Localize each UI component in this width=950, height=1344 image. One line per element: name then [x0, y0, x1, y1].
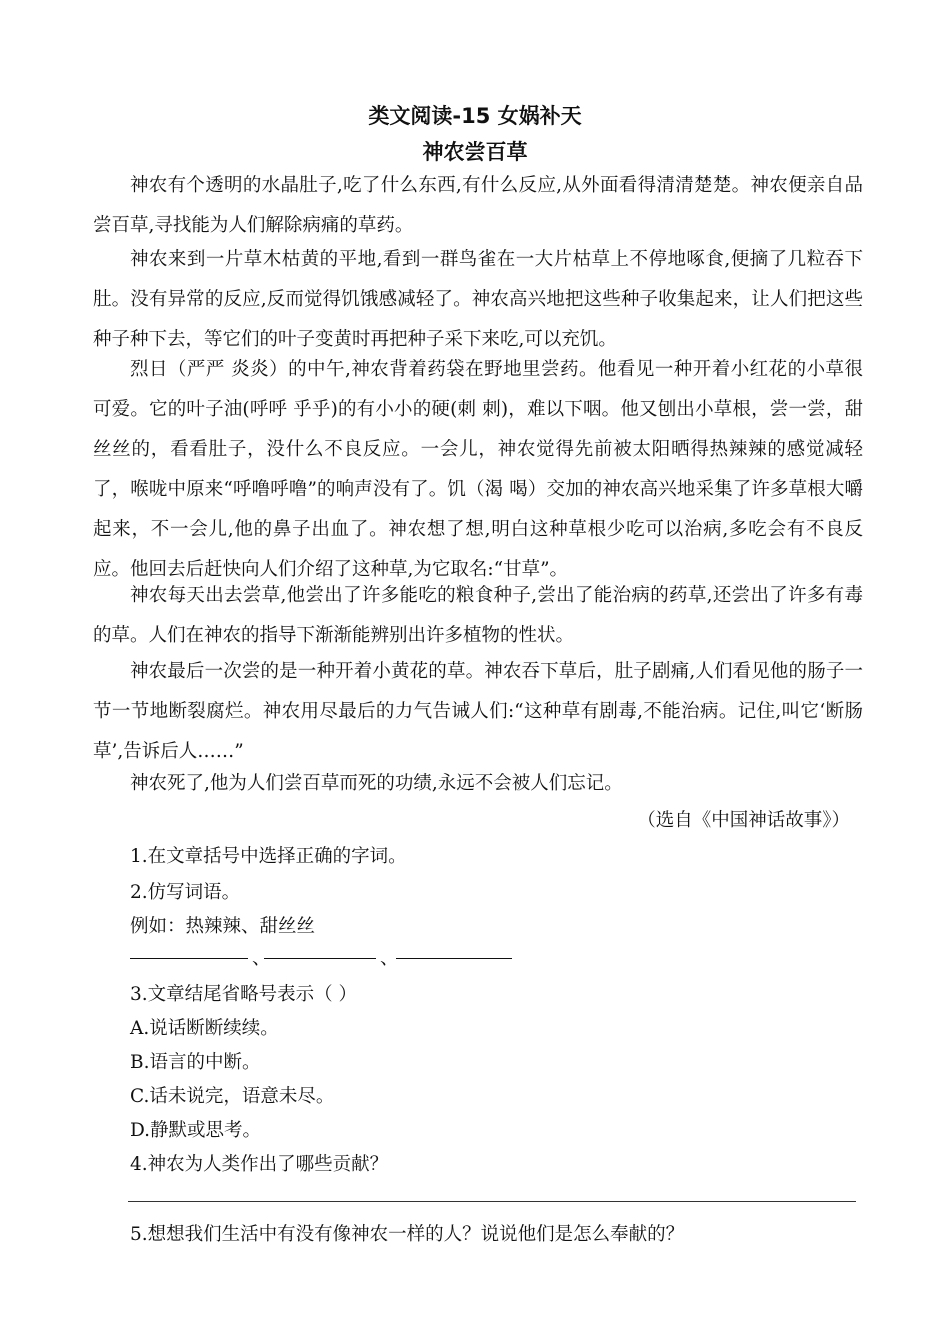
source-citation: （选自《中国神话故事》）: [637, 810, 850, 831]
answer-line-4[interactable]: [128, 1201, 856, 1202]
paragraph-4: 神农每天出去尝草,他尝出了许多能吃的粮食种子,尝出了能治病的药草,还尝出了许多有毒的草。人们在神农的指导下渐渐能辨别出许多植物的性状。: [93, 585, 863, 646]
answer-blank-2[interactable]: [264, 958, 376, 960]
question-2: 2.仿写词语。: [130, 882, 241, 903]
passage-title: 神农尝百草: [422, 140, 528, 164]
paragraph-3: 烈日（严严 炎炎）的中午,神农背着药袋在野地里尝药。他看见一种开着小红花的小草很可爱。它的叶子油(呼呼 乎乎)的有小小的硬(刺 刺)，难以下咽。他又刨出小草根，尝一尝，甜丝丝的，看看肚子，没什么不良反应。一会儿，神农觉得先前被太阳晒得热辣辣的感觉减轻了，喉咙中原来“呼噜呼噜”的响声没有了。饥（渴 喝）交加的神农高兴地采集了许多草根大嚼起来，不一会儿,他的鼻子出血了。神农想了想,明白这种草根少吃可以治病,多吃会有不良反应。他回去后赶快向人们介绍了这种草,为它取名:“甘草”。: [93, 359, 863, 580]
paragraph-2: 神农来到一片草木枯黄的平地,看到一群鸟雀在一大片枯草上不停地啄食,便摘了几粒吞下肚。没有异常的反应,反而觉得饥饿感减轻了。神农高兴地把这些种子收集起来，让人们把这些种子种下去，等它们的叶子变黄时再把种子采下来吃,可以充饥。: [93, 249, 863, 350]
question-3-option-d: D.静默或思考。: [130, 1120, 262, 1141]
question-1: 1.在文章括号中选择正确的字词。: [130, 846, 407, 867]
page-title: 类文阅读-15 女娲补天: [368, 104, 582, 128]
paragraph-6: 神农死了,他为人们尝百草而死的功绩,永远不会被人们忘记。: [130, 773, 623, 794]
question-3-option-a: A.说话断断续续。: [130, 1018, 279, 1039]
question-3-option-b: B.语言的中断。: [130, 1052, 261, 1073]
paragraph-5: 神农最后一次尝的是一种开着小黄花的草。神农吞下草后，肚子剧痛,人们看见他的肠子一节一节地断裂腐烂。神农用尽最后的力气告诫人们:“这种草有剧毒,不能治病。记住,叫它‘断肠草’,告诉后人……”: [93, 661, 863, 762]
question-3-option-c: C.话未说完，语意未尽。: [130, 1086, 335, 1107]
question-3: 3.文章结尾省略号表示（ ）: [130, 984, 358, 1005]
question-4: 4.神农为人类作出了哪些贡献？: [130, 1154, 389, 1175]
question-5: 5.想想我们生活中有没有像神农一样的人？说说他们是怎么奉献的？: [130, 1224, 685, 1245]
answer-blank-1[interactable]: [130, 958, 248, 960]
blank-separator-1: 、: [252, 948, 271, 969]
answer-blank-3[interactable]: [396, 958, 512, 960]
paragraph-1: 神农有个透明的水晶肚子,吃了什么东西,有什么反应,从外面看得清清楚楚。神农便亲自品尝百草,寻找能为人们解除病痛的草药。: [93, 175, 863, 236]
blank-separator-2: 、: [380, 948, 399, 969]
question-2-example: 例如：热辣辣、甜丝丝: [130, 916, 316, 937]
